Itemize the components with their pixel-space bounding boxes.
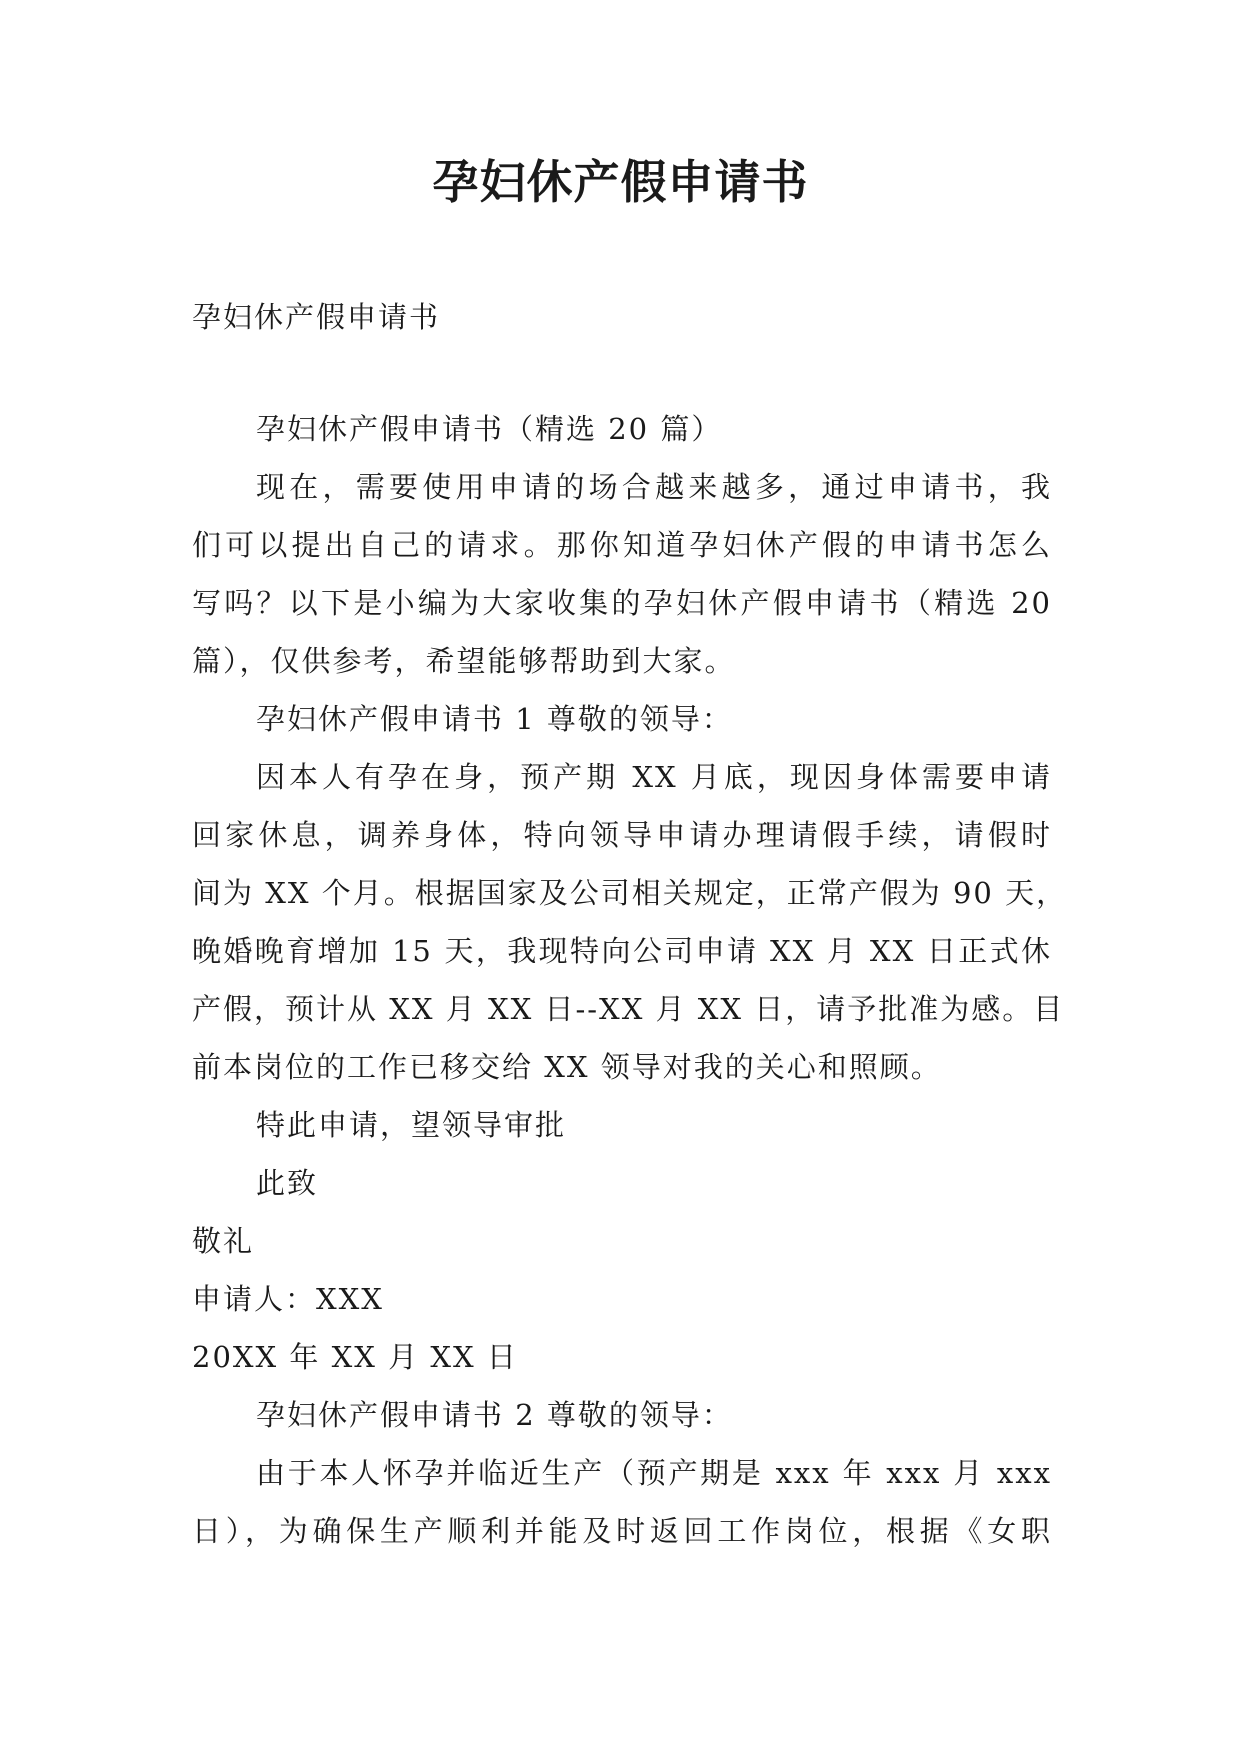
body-text-line: 晚婚晚育增加 15 天，我现特向公司申请 XX 月 XX 日正式休	[192, 934, 1052, 968]
body-text-line: 孕妇休产假申请书 1 尊敬的领导：	[256, 702, 733, 736]
body-text-line: 日），为确保生产顺利并能及时返回工作岗位，根据《女职	[192, 1514, 1052, 1548]
body-text-line: 写吗？以下是小编为大家收集的孕妇休产假申请书（精选 20	[192, 586, 1052, 620]
body-lines	[192, 400, 1068, 1560]
body-text-line: 孕妇休产假申请书（精选 20 篇）	[256, 412, 723, 446]
body-text-line: 篇），仅供参考，希望能够帮助到大家。	[192, 644, 736, 678]
body-text-line: 20XX 年 XX 月 XX 日	[192, 1340, 518, 1374]
body-text-line: 特此申请，望领导审批	[256, 1108, 567, 1142]
document-subtitle: 孕妇休产假申请书	[192, 300, 441, 334]
body-text-line: 回家休息，调养身体，特向领导申请办理请假手续，请假时	[192, 818, 1052, 852]
body-text-line: 间为 XX 个月。根据国家及公司相关规定，正常产假为 90 天，	[192, 876, 1068, 910]
body-text-line: 敬礼	[192, 1224, 255, 1258]
body-text-line: 前本岗位的工作已移交给 XX 领导对我的关心和照顾。	[192, 1050, 942, 1084]
body-text-line: 现在，需要使用申请的场合越来越多，通过申请书，我	[256, 470, 1052, 504]
paragraph-spacer	[192, 346, 1052, 400]
body-text-line: 此致	[256, 1166, 319, 1200]
document-body	[192, 288, 1068, 1560]
body-text-line: 产假，预计从 XX 月 XX 日--XX 月 XX 日，请予批准为感。目	[192, 992, 1065, 1026]
body-text-line: 由于本人怀孕并临近生产（预产期是 xxx 年 xxx 月 xxx	[256, 1456, 1052, 1490]
document-title: 孕妇休产假申请书	[432, 155, 809, 209]
body-text-line: 们可以提出自己的请求。那你知道孕妇休产假的申请书怎么	[192, 528, 1052, 562]
body-text-line: 申请人：XXX	[192, 1282, 384, 1316]
body-text-line: 因本人有孕在身，预产期 XX 月底，现因身体需要申请	[256, 760, 1052, 794]
body-text-line: 孕妇休产假申请书 2 尊敬的领导：	[256, 1398, 733, 1432]
